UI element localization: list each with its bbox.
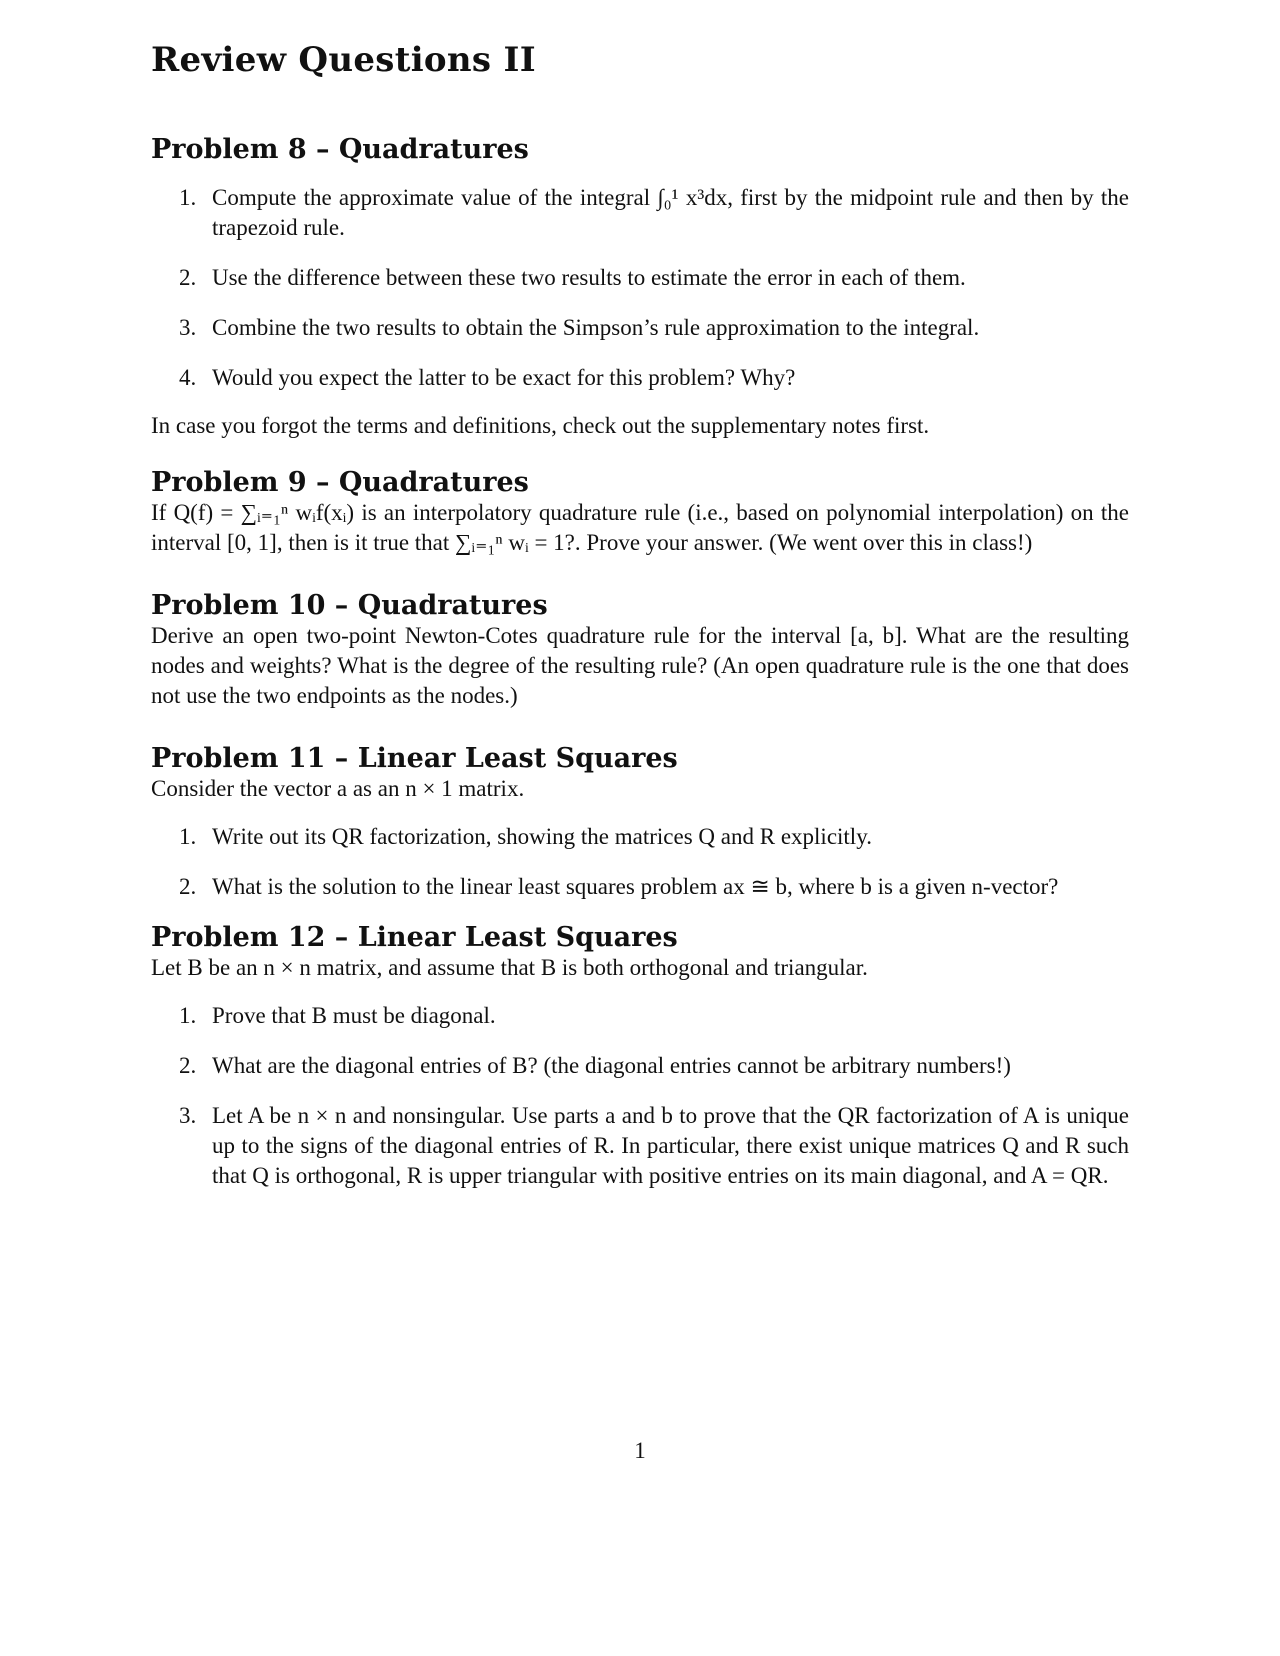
item-number: 2. bbox=[179, 1053, 197, 1078]
list-item bbox=[151, 1051, 1129, 1081]
item-text: Let A be n × n and nonsingular. Use parts a and b to prove that the QR factorization of A is unique up to the signs of the diagonal entries of R. In particular, there exist unique matrices Q and R such that Q is orthogonal, R is upper triangular with positive entries on its main diagonal, and A = QR. bbox=[212, 1103, 1129, 1188]
problem-12-heading: Problem 12 – Linear Least Squares bbox=[151, 922, 678, 953]
item-number: 1. bbox=[179, 185, 197, 210]
list-item bbox=[151, 872, 1129, 902]
problem-9-text: If Q(f) = ∑ᵢ₌₁ⁿ wᵢf(xᵢ) is an interpolatory quadrature rule (i.e., based on polynomial interpolation) on the interval [0, 1], then is it true that ∑ᵢ₌₁ⁿ wᵢ = 1?. Prove your answer. (We went over this in class!) bbox=[151, 500, 1129, 555]
item-text: What are the diagonal entries of B? (the diagonal entries cannot be arbitrary numbers!) bbox=[212, 1053, 1011, 1078]
problem-9 bbox=[151, 467, 1129, 558]
item-text: Would you expect the latter to be exact for this problem? Why? bbox=[212, 365, 796, 390]
problem-11 bbox=[151, 743, 1129, 902]
list-item bbox=[151, 1101, 1129, 1191]
item-number: 3. bbox=[179, 315, 197, 340]
item-number: 3. bbox=[179, 1103, 197, 1128]
document-title: Review Questions II bbox=[151, 40, 536, 80]
problem-11-list bbox=[151, 822, 1129, 902]
problem-10-text: Derive an open two-point Newton-Cotes quadrature rule for the interval [a, b]. What are the resulting nodes and weights? What is the degree of the resulting rule? (An open quadrature rule is the one that does not use the two endpoints as the nodes.) bbox=[151, 623, 1129, 708]
page-number: 1 bbox=[634, 1438, 646, 1463]
item-number: 1. bbox=[179, 824, 197, 849]
problem-11-intro: Consider the vector a as an n × 1 matrix. bbox=[151, 776, 525, 801]
problem-12 bbox=[151, 922, 1129, 1191]
problem-8-heading: Problem 8 – Quadratures bbox=[151, 134, 529, 165]
list-item bbox=[151, 313, 1129, 343]
item-text: Use the difference between these two results to estimate the error in each of them. bbox=[212, 265, 966, 290]
problem-12-intro: Let B be an n × n matrix, and assume that B is both orthogonal and triangular. bbox=[151, 955, 868, 980]
item-text: Compute the approximate value of the integral ∫₀¹ x³dx, first by the midpoint rule and then by the trapezoid rule. bbox=[212, 185, 1129, 240]
item-number: 1. bbox=[179, 1003, 197, 1028]
document-page bbox=[151, 40, 1129, 1191]
item-text: Write out its QR factorization, showing the matrices Q and R explicitly. bbox=[212, 824, 872, 849]
list-item bbox=[151, 363, 1129, 393]
problem-11-heading: Problem 11 – Linear Least Squares bbox=[151, 743, 678, 774]
problem-8 bbox=[151, 134, 1129, 441]
problem-12-list bbox=[151, 1001, 1129, 1191]
problem-8-list bbox=[151, 183, 1129, 393]
list-item bbox=[151, 183, 1129, 243]
item-number: 4. bbox=[179, 365, 197, 390]
item-number: 2. bbox=[179, 265, 197, 290]
problem-10 bbox=[151, 590, 1129, 711]
list-item bbox=[151, 263, 1129, 293]
item-number: 2. bbox=[179, 874, 197, 899]
item-text: Prove that B must be diagonal. bbox=[212, 1003, 496, 1028]
list-item bbox=[151, 1001, 1129, 1031]
item-text: Combine the two results to obtain the Simpson’s rule approximation to the integral. bbox=[212, 315, 980, 340]
problem-9-heading: Problem 9 – Quadratures bbox=[151, 467, 529, 498]
list-item bbox=[151, 822, 1129, 852]
problem-8-note: In case you forgot the terms and definitions, check out the supplementary notes first. bbox=[151, 413, 930, 438]
problem-10-heading: Problem 10 – Quadratures bbox=[151, 590, 548, 621]
item-text: What is the solution to the linear least squares problem ax ≅ b, where b is a given n-vector? bbox=[212, 874, 1059, 899]
